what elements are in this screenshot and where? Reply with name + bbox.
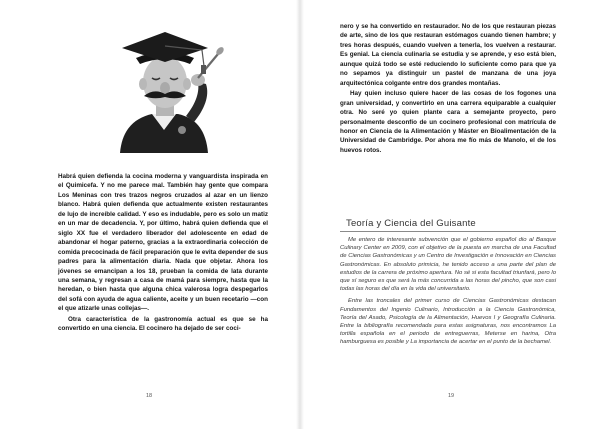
right-page: [300, 0, 600, 429]
sidebar-paragraph-1: Me entero de interesante subvención que el gobierno español dio al Basque Culinary Center en 2009, con el objetivo de la puesta en marcha de una Facultad de Ciencias Gastronómicas y un Centro de Investigación e Innovación en Ciencias Gastronómicas. En absoluto primicia, he tenido acceso a una parte del plan de estudios de la carrera de próximo apertura. No sé si esta facultad triunfará, pero lo que sí seguro es que será la más concurrida a las horas del pincho, que son casi todas las horas del día en la vida del universitario.: [340, 237, 556, 293]
sidebar-divider: [340, 231, 556, 232]
right-paragraph-1: nero y se ha convertido en restaurador. No de los que restauran piezas de arte, sino de los que restauran estómagos cuando tienen hambre; y tres horas después, cuando vuelven a tenerla, los vuelven a restaurar. Es genial. La ciencia culinaria se estudia y se aprende, y eso está bien, aunque quizá todo se esté reduciendo lo suficiente como para que ya no sepamos ya distinguir un pastel de manzana de una joya arquitectónica colgante entre dos grandes montañas.: [340, 23, 556, 87]
sidebar-box: [340, 218, 556, 347]
right-body-text: [340, 22, 556, 155]
sidebar-title: Teoría y Ciencia del Guisante: [346, 218, 476, 229]
page-number-right: 19: [448, 393, 455, 399]
left-body-text: [58, 172, 268, 334]
left-paragraph-1: Habrá quien defienda la cocina moderna y vanguardista inspirada en el Quimicefa. Y no me parece mal. También hay gente que compara Los Meninas con tres trazos negros cruzados al azar en un lienzo blanco. Habrá quien defienda que actualmente existen restaurantes de lujo de increíble calidad. Y eso es indudable, pero es solo un matiz en un mar de decadencia. Y, por último, habrá quien defienda que el siglo XX fue el verdadero liberador del adolescente en edad de abandonar el hogar paterno, gracias a la extraordinaria colección de comida precocinada de fácil preparación que le evita depender de sus padres para la alimentación diaria. Nada que objetar. Ahora los jóvenes se emancipan a los 18, prueban la comida de lata durante una semana, y regresan a casa de mamá para siempre, hasta que la heredan, o bien hasta que alguna chica valerosa logra despegarlos del sofá con ayuda de agua caliente, aceite y un buen recetario —con el que atizarle unas collejas—.: [58, 173, 268, 313]
right-paragraph-2: Hay quien incluso quiere hacer de las cosas de los fogones una gran universidad, y convertirlo en una carrera equiparable a cualquier otra. No seré yo quien plante cara a semejante proyecto, pero personalmente desconfío de un cocinero profesional con matrícula de honor en Ciencia de la Alimentación y Máster en Bioalimentación de la Universidad de Cambridge. Por ahora me fío más de Manolo, el de los huevos rotos.: [340, 90, 556, 154]
chef-graduate-illustration: [92, 18, 232, 153]
left-paragraph-2: Otra característica de la gastronomía actual es que se ha convertido en una ciencia. El cocinero ha dejado de ser coci-: [58, 315, 268, 333]
sidebar-paragraph-2: Entre las troncales del primer curso de Ciencias Gastronómicas destacan Fundamentos del Ingenio Culinario, Introducción a la Ciencia Gastronómica, Teoría del Asado, Psicología de la Alimentación, Huevos I y Geografía Culinaria. Entre la bibliografía recomendada para estas asignaturas, nos encontramos La tortilla española en el periodo de entreguerras, Meterse en harina, Otra hamburguesa es posible y La importancia de acertar en el punto de la bechamel.: [340, 298, 556, 346]
sidebar-body: [340, 236, 556, 347]
page-number-left: 18: [146, 393, 153, 399]
